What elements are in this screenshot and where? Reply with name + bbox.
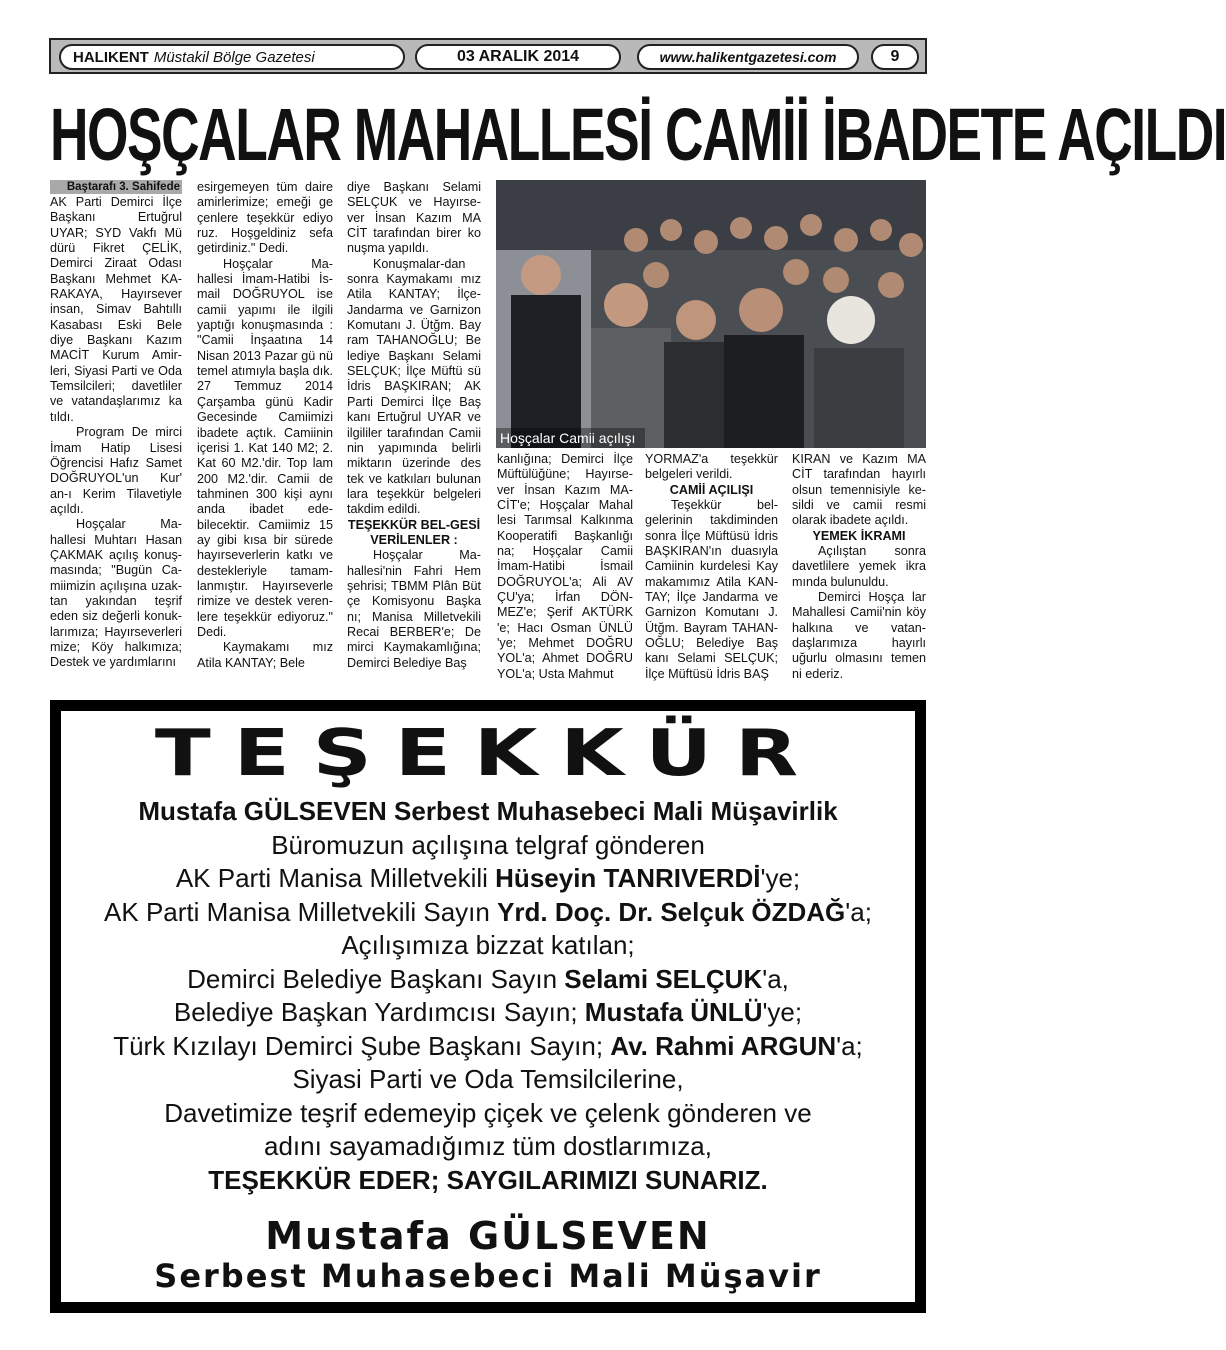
ad-line-text: Demirci Belediye Başkanı Sayın bbox=[187, 963, 565, 994]
ad-line-name: Selami SELÇUK bbox=[564, 963, 763, 994]
article-subhead: CAMİİ AÇILIŞI bbox=[669, 482, 754, 497]
article-paragraph: Teşekkür bel-gelerinin takdiminden sonra İlçe Müftüsü İdris BAŞKIRAN'ın duasıyla Camiinin kurdelesi Kay makamımız Atila KAN-TAY; İlçe Jandarma ve Garnizon Komutanı J. Ütğm. Bayram TAHAN-OĞLU; Belediye Baş kanı Selami SELÇUK; İlçe Müftüsü İdris BAŞ bbox=[645, 498, 778, 681]
ad-line-closing: TEŞEKKÜR EDER; SAYGILARIMIZI SUNARIZ. bbox=[208, 1164, 768, 1195]
masthead-pill bbox=[59, 44, 405, 70]
article-column-5 bbox=[645, 452, 778, 682]
article-paragraph: AK Parti Demirci İlçe Başkanı Ertuğrul UYAR; SYD Vakfı Mü dürü Fikret ÇELİK, Demirci Ziraat Odası Başkanı Mehmet KA-RAKAYA, Hayırsever insan, Simav Bahtıllı Kasabası Eski Bele diye Başkanı Kazım MACİT Kurum Amir-leri, Siyasi Parti ve Oda Temsilcileri; davetliler ve vatandaşlarımız ka tıldı. bbox=[50, 195, 182, 424]
article-paragraph: Hoşçalar Ma-hallesi Muhtarı Hasan ÇAKMAK açılış konuş-masında; "Bugün Ca-miimizin açılışına uzak-tan yakından teşrif eden siz değerli konuk-larımıza; Hayırseverleri mize; Köy halkımıza; Destek ve yardımlarını bbox=[50, 517, 182, 670]
thank-you-ad bbox=[61, 711, 915, 1302]
issue-date: 03 ARALIK 2014 bbox=[415, 44, 621, 70]
ad-line bbox=[61, 896, 915, 930]
article-column-6 bbox=[792, 452, 926, 682]
ad-message bbox=[61, 795, 915, 1197]
ad-line-name: Av. Rahmi ARGUN bbox=[610, 1030, 837, 1061]
ad-line-name: Mustafa ÜNLÜ bbox=[584, 997, 763, 1027]
article-paragraph: KIRAN ve Kazım MA CİT tarafından hayırlı olsun temennisiyle ke-sildi ve camii resmi olarak ibadete açıldı. bbox=[792, 452, 926, 528]
article-paragraph: Konuşmalar-dan sonra Kaymakamı mız Atila KANTAY; İlçe-Jandarma ve Garnizon Komutanı J. Ütğm. Bay ram TAHANOĞLU; Be lediye Başkanı Selami SELÇUK; İlçe Müftü sü İdris BAŞKIRAN; AK Parti Demirci İlçe Baş kanı Ertuğrul UYAR ve ilgililer tarafından Camii nin yapımında belirli miktarın üzerinde des tek ve katkıları bulunan lara teşekkür belgeleri takdim edildi. bbox=[347, 256, 481, 517]
masthead-brand: HALIKENT bbox=[73, 48, 149, 66]
newspaper-header-bar bbox=[49, 38, 927, 74]
ad-line: Büromuzun açılışına telgraf gönderen bbox=[271, 829, 705, 860]
ad-line-text: 'ye; bbox=[762, 997, 803, 1027]
article-paragraph: YORMAZ'a teşekkür belgeleri verildi. bbox=[645, 452, 778, 482]
ad-signature-title: Serbest Muhasebeci Mali Müşavir bbox=[154, 1257, 822, 1295]
article-column-3 bbox=[347, 180, 481, 671]
ad-line: Açılışımıza bizzat katılan; bbox=[341, 930, 635, 960]
ad-title: TEŞEKKÜR bbox=[154, 717, 822, 791]
ad-line bbox=[61, 963, 915, 997]
ad-line: adını sayamadığımız tüm dostlarımıza, bbox=[264, 1131, 712, 1161]
page-number: 9 bbox=[871, 44, 919, 70]
ad-line-text: Belediye Başkan Yardımcısı Sayın; bbox=[173, 997, 585, 1027]
article-column-2 bbox=[197, 180, 333, 671]
article-column-4 bbox=[497, 452, 633, 682]
ad-line-text: 'ye; bbox=[760, 863, 801, 893]
masthead-subtitle: Müstakil Bölge Gazetesi bbox=[153, 48, 315, 66]
ad-line-text: Türk Kızılayı Demirci Şube Başkanı Sayın; bbox=[113, 1030, 611, 1061]
ad-line-text: AK Parti Manisa Milletvekili bbox=[175, 863, 496, 893]
article-paragraph: Açılıştan sonra davetlilere yemek ikra mında bulunuldu. bbox=[792, 544, 926, 589]
article-paragraph: Hoşçalar Ma-hallesi'nin Fahri Hem şehrisi; TBMM Plân Büt çe Komisyonu Başka nı; Manisa Milletvekili Recai BERBER'e; De mirci Kaymakamlığına; Demirci Belediye Baş bbox=[347, 548, 481, 670]
ad-line-text: 'a; bbox=[845, 896, 872, 927]
article-paragraph: kanlığına; Demirci İlçe Müftülüğüne; Hayırse-ver İnsan Kazım MA-CİT'e; Hoşçalar Mahal lesi Tarımsal Kalkınma Kooperatifi Başkanlığı na; Hoşçalar Camii İmam-Hatibi İsmail DOĞRUYOL'a; Ali AV ÇU'ya; İrfan DÖN-MEZ'e; Şerif AKTÜRK 'e; Hacı Osman ÜNLÜ 'ye; Mehmet DOĞRU YOL'a; Ahmet DOĞRU YOL'a; Usta Mahmut bbox=[497, 452, 633, 681]
ad-line bbox=[61, 996, 915, 1030]
article-paragraph: Kaymakamı mız Atila KANTAY; Bele bbox=[197, 640, 333, 670]
article-column-1 bbox=[50, 180, 182, 671]
article-paragraph: Demirci Hoşça lar Mahallesi Camii'nin köy halkına ve vatan-daşlarımıza hayırlı uğurlu olmasını temen ni ederiz. bbox=[792, 590, 926, 681]
ad-line-name: Yrd. Doç. Dr. Selçuk ÖZDAĞ bbox=[497, 896, 846, 927]
ad-line: Davetimize teşrif edemeyip çiçek ve çelenk gönderen ve bbox=[164, 1097, 812, 1128]
article-paragraph: Program De mirci İmam Hatip Lisesi Öğrencisi Hafız Samet DOĞRUYOL'un Kur' an-ı Kerim Tilavetiyle açıldı. bbox=[50, 425, 182, 516]
ceremony-photo bbox=[496, 180, 926, 448]
ad-line-name: Hüseyin TANRIVERDİ bbox=[495, 863, 761, 893]
article-paragraph: esirgemeyen tüm daire amirlerimize; emeği ge çenlere teşekkür ediyo ruz. Hoşgeldiniz sefa getirdiniz." Dedi. bbox=[197, 180, 333, 256]
continued-from-label: Baştarafı 3. Sahifede bbox=[50, 180, 182, 194]
article-paragraph: diye Başkanı Selami SELÇUK ve Hayırse-ver İnsan Kazım MA CİT tarafından birer ko nuşma yapıldı. bbox=[347, 180, 481, 256]
article-paragraph: Hoşçalar Ma-hallesi İmam-Hatibi İs-mail DOĞRUYOL ise camii yapımı ile ilgili yaptığı konuşmasında : "Camii İnşaatına 14 Nisan 2013 Pazar gü nü temel atımıyla başla dık. 27 Temmuz 2014 Çarşamba günü Kadir Gecesinde Camiimizi ibadete açtık. Camiinin içerisi 1. Kat 140 M2; 2. Kat 60 M2.'dir. Top lam 200 M2.'dir. Camii de tahminen 300 kişi aynı anda ibadet ede-bilecektir. Camiimiz 15 ay gibi kısa bir sürede hayırseverlerin katkı ve destekleriyle tamam-lanmıştır. Hayırseverle rimize ve destek veren-lere teşekkür ediyoruz." Dedi. bbox=[197, 256, 333, 639]
ad-signature-name: Mustafa GÜLSEVEN bbox=[265, 1214, 711, 1258]
website-link[interactable]: www.halikentgazetesi.com bbox=[637, 44, 859, 70]
article-subhead: TEŞEKKÜR BEL-GESİ VERİLENLER : bbox=[347, 517, 481, 547]
ad-line-text: AK Parti Manisa Milletvekili Sayın bbox=[104, 896, 498, 927]
photo-caption: Hoşçalar Camii açılışı bbox=[496, 428, 645, 448]
ad-line-text: 'a, bbox=[762, 963, 789, 994]
thank-you-ad-frame bbox=[50, 700, 926, 1313]
ad-line bbox=[61, 862, 915, 896]
article-subhead: YEMEK İKRAMI bbox=[812, 528, 906, 543]
page-headline: HOŞÇALAR MAHALLESİ CAMİİ İBADETE AÇILDI bbox=[50, 93, 1226, 176]
ad-line-text: 'a; bbox=[836, 1030, 863, 1061]
ad-line-firm: Mustafa GÜLSEVEN Serbest Muhasebeci Mali Müşavirlik bbox=[138, 796, 838, 826]
crowd-illustration bbox=[496, 180, 926, 448]
ad-line bbox=[61, 1030, 915, 1064]
ad-line: Siyasi Parti ve Oda Temsilcilerine, bbox=[292, 1064, 684, 1094]
